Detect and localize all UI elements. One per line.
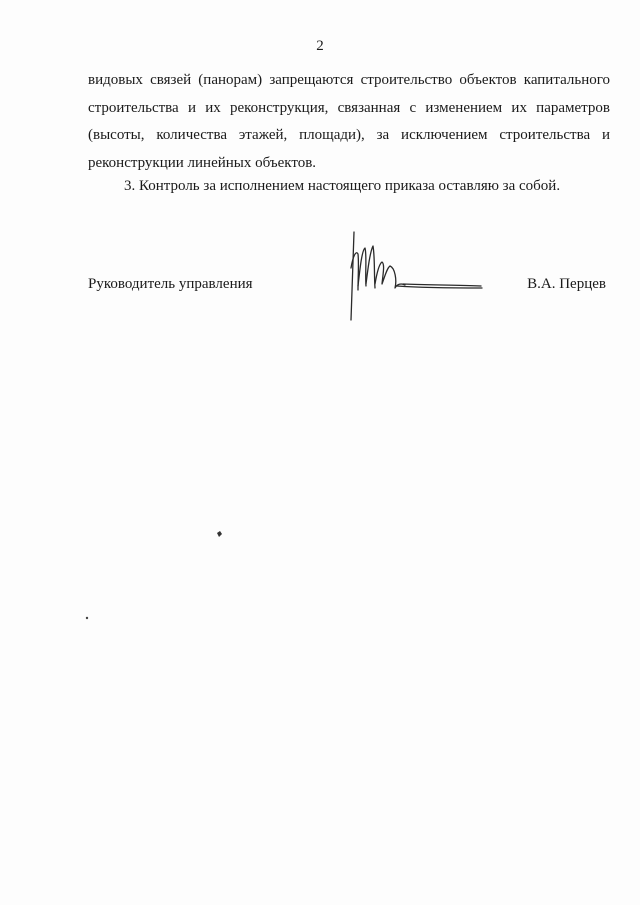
- page-number: 2: [316, 38, 324, 54]
- signatory-name: В.А. Перцев: [527, 276, 606, 292]
- paragraph-item-3: 3. Контроль за исполнением настоящего приказа оставляю за собой.: [124, 178, 561, 194]
- scan-speck: [216, 530, 224, 538]
- scan-dot: [85, 616, 89, 620]
- handwritten-signature: [345, 228, 495, 323]
- signatory-position: Руководитель управления: [88, 276, 253, 292]
- paragraph-continuation: видовых связей (панорам) запрещаются строительство объектов капитального строительства и их реконструкция, связанная с изменением их параметров (высоты, количества этажей, площади), за исключением строительства и реконструкции линейных объектов.: [88, 72, 610, 171]
